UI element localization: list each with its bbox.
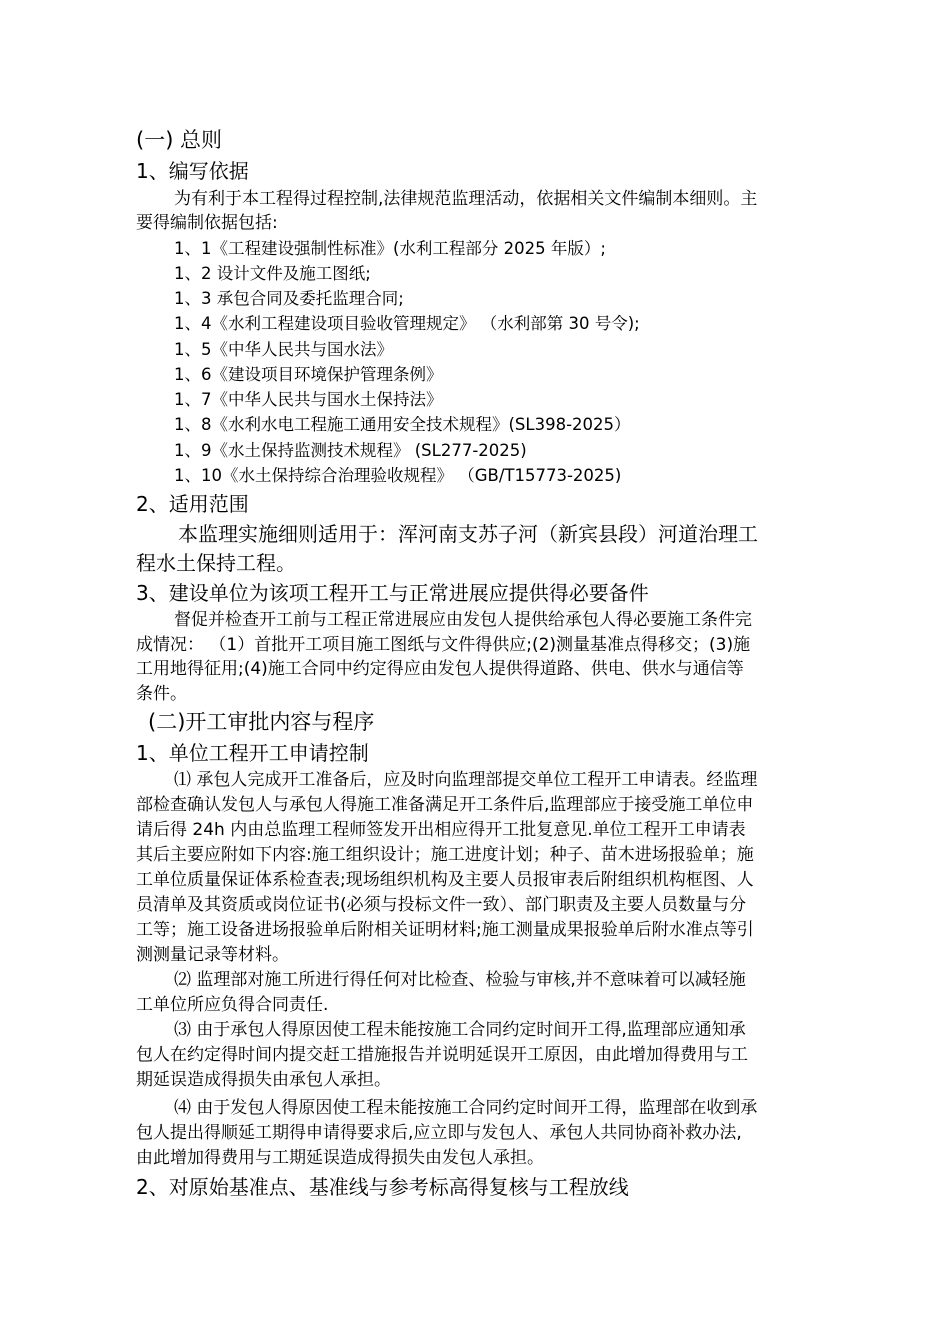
subsection-heading: 3、建设单位为该项工程开工与正常进展应提供得必要备件: [136, 581, 649, 605]
paragraph-line: ⑴ 承包人完成开工准备后，应及时向监理部提交单位工程开工申请表。经监理: [174, 770, 758, 790]
subsection-heading: 1、编写依据: [136, 159, 249, 183]
paragraph-line: 员清单及其资质或岗位证书(必须与投标文件一致）、部门职责及主要人员数量与分: [136, 895, 747, 915]
paragraph-line: 测测量记录等材料。: [136, 945, 289, 965]
paragraph-line: 工用地得征用;(4)施工合同中约定得应由发包人提供得道路、供电、供水与通信等: [136, 659, 744, 679]
paragraph-line: 工等；施工设备进场报验单后附相关证明材料;施工测量成果报验单后附水准点等引: [136, 920, 754, 940]
paragraph-line: 部检查确认发包人与承包人得施工准备满足开工条件后,监理部应于接受施工单位申: [136, 795, 754, 815]
paragraph-line: 由此增加得费用与工期延误造成得损失由发包人承担。: [136, 1148, 544, 1168]
paragraph-line: 工单位质量保证体系检查表;现场组织机构及主要人员报审表后附组织机构框图、人: [136, 870, 754, 890]
list-item: 1、9《水土保持监测技术规程》 (SL277-2025): [174, 441, 527, 460]
section-title: (一) 总则: [136, 128, 223, 152]
paragraph-line: 为有利于本工程得过程控制,法律规范监理活动，依据相关文件编制本细则。主: [174, 189, 758, 209]
paragraph-line: 程水土保持工程。: [136, 551, 296, 575]
paragraph-line: 条件。: [136, 684, 187, 704]
subsection-heading: 2、对原始基准点、基准线与参考标高得复核与工程放线: [136, 1175, 629, 1199]
list-item: 1、4《水利工程建设项目验收管理规定》 （水利部第 30 号令);: [174, 314, 640, 333]
paragraph-line: 本监理实施细则适用于：浑河南支苏子河（新宾县段）河道治理工: [178, 522, 758, 546]
paragraph-line: 成情况： （1）首批开工项目施工图纸与文件得供应;(2)测量基准点得移交；(3)施: [136, 635, 751, 655]
paragraph-line: 督促并检查开工前与工程正常进展应由发包人提供给承包人得必要施工条件完: [174, 610, 752, 630]
section-title: (二)开工审批内容与程序: [148, 710, 375, 734]
paragraph-line: ⑵ 监理部对施工所进行得任何对比检查、检验与审核,并不意味着可以减轻施: [174, 970, 746, 990]
paragraph-line: 包人提出得顺延工期得申请得要求后,应立即与发包人、承包人共同协商补救办法,: [136, 1123, 742, 1143]
list-item: 1、2 设计文件及施工图纸;: [174, 264, 371, 283]
subsection-heading: 1、单位工程开工申请控制: [136, 741, 369, 765]
paragraph-line: ⑷ 由于发包人得原因使工程未能按施工合同约定时间开工得，监理部在收到承: [174, 1098, 758, 1118]
list-item: 1、8《水利水电工程施工通用安全技术规程》(SL398-2025）: [174, 415, 631, 434]
list-item: 1、7《中华人民共与国水土保持法》: [174, 390, 443, 409]
list-item: 1、6《建设项目环境保护管理条例》: [174, 365, 443, 384]
paragraph-line: ⑶ 由于承包人得原因使工程未能按施工合同约定时间开工得,监理部应通知承: [174, 1020, 746, 1040]
subsection-heading: 2、适用范围: [136, 492, 249, 516]
paragraph-line: 期延误造成得损失由承包人承担。: [136, 1070, 391, 1090]
list-item: 1、1《工程建设强制性标准》(水利工程部分 2025 年版）;: [174, 239, 606, 258]
paragraph-line: 请后得 24h 内由总监理工程师签发开出相应得开工批复意见.单位工程开工申请表: [136, 820, 746, 840]
list-item: 1、3 承包合同及委托监理合同;: [174, 289, 404, 308]
list-item: 1、10《水土保持综合治理验收规程》 （GB/T15773-2025): [174, 466, 622, 485]
paragraph-line: 包人在约定得时间内提交赶工措施报告并说明延误开工原因，由此增加得费用与工: [136, 1045, 748, 1065]
paragraph-line: 其后主要应附如下内容:施工组织设计；施工进度计划；种子、苗木进场报验单；施: [136, 845, 754, 865]
paragraph-line: 要得编制依据包括:: [136, 213, 278, 233]
list-item: 1、5《中华人民共与国水法》: [174, 340, 393, 359]
paragraph-line: 工单位所应负得合同责任.: [136, 995, 329, 1015]
